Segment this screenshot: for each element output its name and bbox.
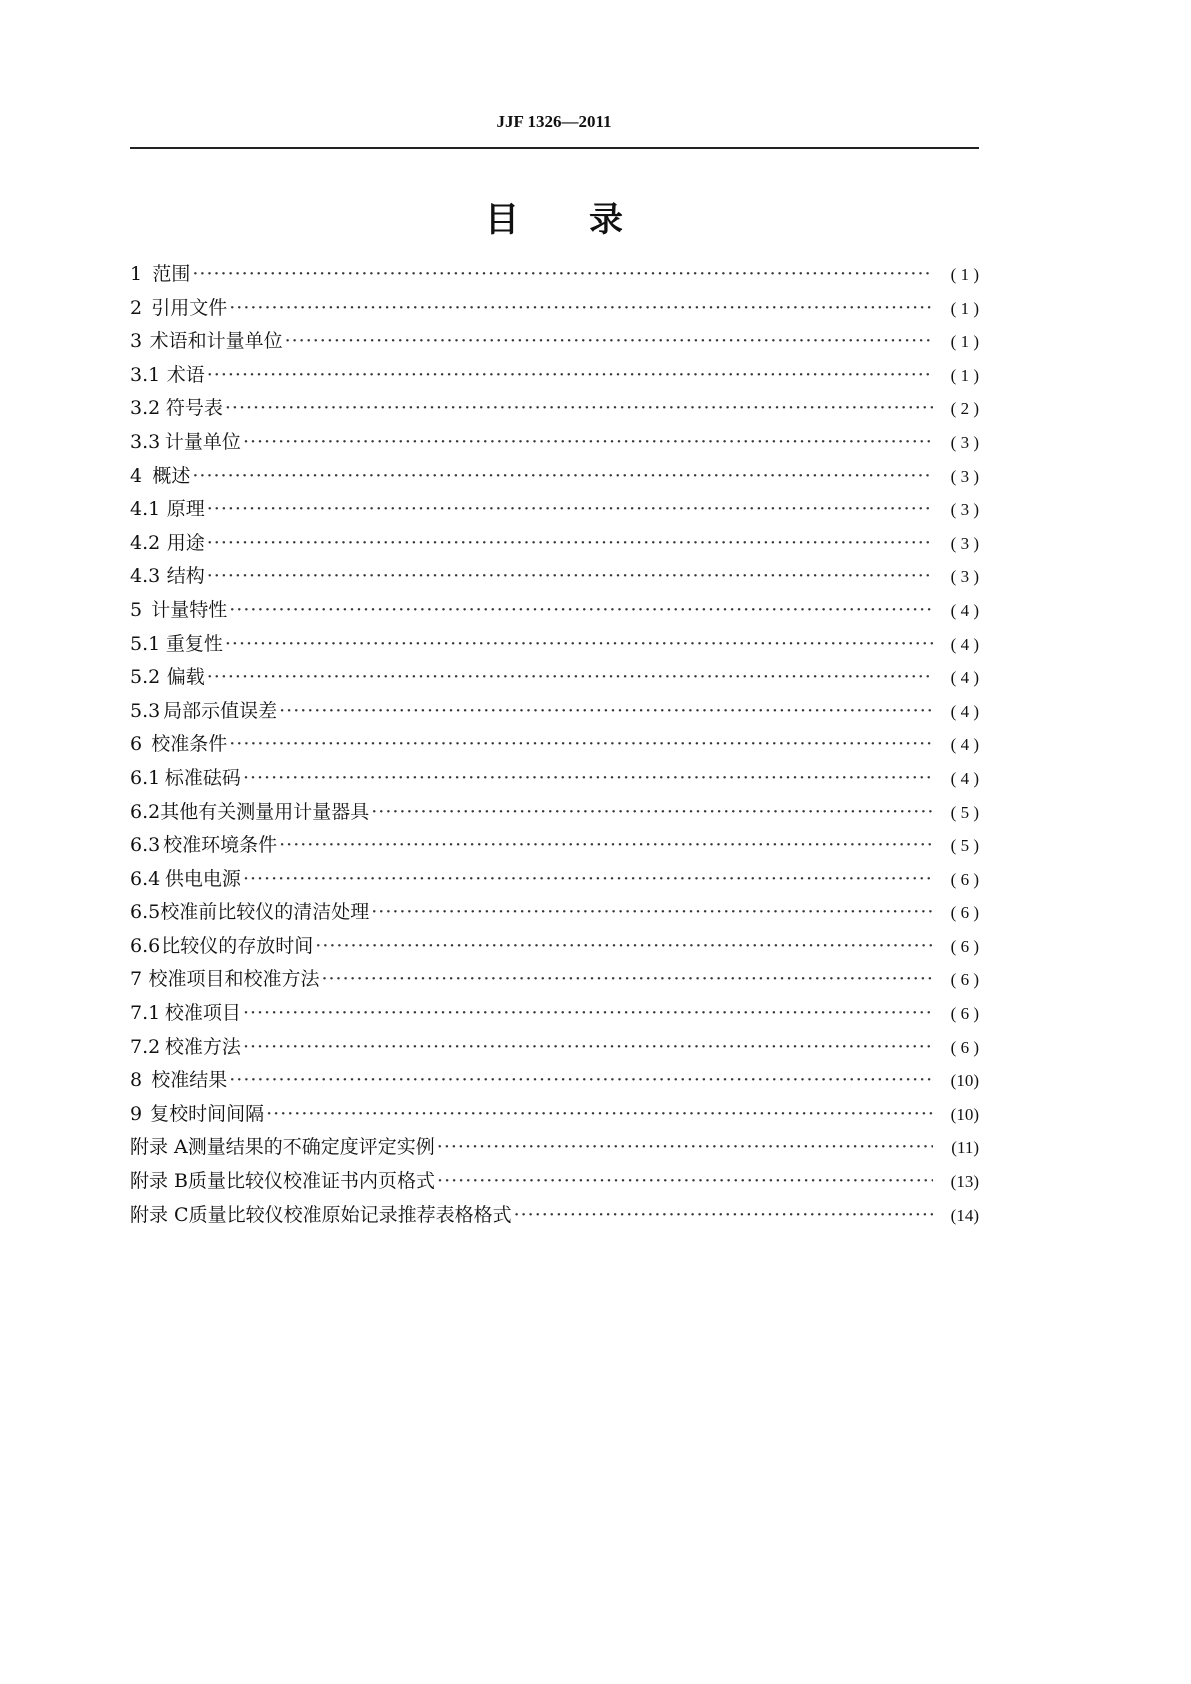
dot-leader: [229, 596, 933, 624]
document-code-header: JJF 1326—2011: [496, 112, 612, 131]
toc-entry-title: 比较仪的存放时间: [161, 934, 314, 957]
toc-entry-page: ( 1 ): [950, 265, 979, 284]
dot-leader: [243, 999, 933, 1027]
toc-entry[interactable]: [130, 1100, 979, 1134]
toc-entry-number: 6: [130, 733, 143, 756]
toc-entry[interactable]: [130, 965, 979, 999]
toc-entry-number: 6.4: [130, 867, 161, 890]
toc-entry-title: 范围: [152, 263, 191, 285]
toc-entry-number: 6.3: [130, 834, 161, 857]
dot-leader: [321, 965, 933, 993]
toc-entry-page: ( 6 ): [950, 936, 979, 956]
toc-entry-page: ( 6 ): [950, 869, 979, 889]
toc-entry[interactable]: [130, 663, 979, 697]
toc-entry[interactable]: [130, 1033, 979, 1067]
toc-entry-number: 3.3: [130, 430, 161, 453]
toc-entry-number: 4: [130, 464, 143, 487]
toc-entry[interactable]: [130, 697, 979, 731]
toc-entry-page: (10): [950, 1104, 979, 1124]
toc-entry-number: 7.1: [130, 1002, 161, 1025]
toc-entry-number: 7: [130, 968, 143, 991]
toc-entry[interactable]: [130, 1167, 979, 1201]
dot-leader: [207, 529, 933, 557]
dot-leader: [229, 1066, 933, 1094]
toc-entry[interactable]: [130, 630, 979, 664]
dot-leader: [229, 294, 933, 322]
toc-entry[interactable]: [130, 1066, 979, 1100]
toc-entry-title: 计量单位: [164, 430, 241, 453]
dot-leader: [225, 630, 933, 658]
toc-entry-title: 校准结果: [151, 1069, 228, 1092]
toc-entry-number: 4.1: [130, 498, 161, 521]
dot-leader: [371, 898, 933, 926]
toc-entry-title: 质量比较仪校准原始记录推荐表格格式: [188, 1203, 512, 1226]
title-char: 录: [589, 200, 623, 240]
toc-entry-title: 标准砝码: [164, 766, 241, 789]
toc-entry-number: 2: [130, 296, 143, 319]
toc-entry[interactable]: [130, 562, 979, 596]
dot-leader: [207, 663, 933, 691]
toc-entry[interactable]: [130, 260, 979, 294]
toc-entry[interactable]: [130, 596, 979, 630]
toc-entry-page: ( 5 ): [950, 836, 979, 856]
dot-leader: [207, 495, 933, 523]
toc-entry-page: ( 3 ): [950, 500, 979, 520]
title-char: 目: [485, 200, 519, 240]
toc-entry-title: 引用文件: [151, 296, 228, 319]
dot-leader: [243, 865, 933, 893]
toc-entry[interactable]: [130, 1133, 979, 1167]
toc-entry[interactable]: [130, 865, 979, 899]
toc-entry-title: 局部示值误差: [163, 699, 278, 722]
toc-entry-number: 5.3: [130, 699, 161, 722]
toc-entry-page: ( 4 ): [950, 735, 979, 755]
toc-entry-title: 复校时间间隔: [150, 1102, 265, 1125]
toc-entry-number: 3.1: [130, 363, 161, 386]
toc-entry-title: 其他有关测量用计量器具: [160, 800, 370, 823]
toc-entry-page: ( 2 ): [950, 399, 979, 419]
toc-entry[interactable]: [130, 898, 979, 932]
toc-entry-number: 8: [130, 1069, 143, 1092]
toc-entry-page: ( 6 ): [950, 1004, 979, 1024]
toc-entry-page: (14): [950, 1205, 979, 1225]
toc-entry-page: ( 4 ): [950, 768, 979, 788]
toc-entry[interactable]: [130, 529, 979, 563]
toc-entry-title: 质量比较仪校准证书内页格式: [188, 1170, 436, 1193]
dot-leader: [371, 798, 933, 826]
toc-entry-page: ( 3 ): [950, 466, 979, 486]
dot-leader: [207, 361, 933, 389]
toc-entry[interactable]: [130, 327, 979, 361]
toc-entry-title: 术语: [166, 363, 205, 386]
dot-leader: [266, 1100, 933, 1128]
toc-entry[interactable]: [130, 294, 979, 328]
toc-entry-title: 测量结果的不确定度评定实例: [187, 1136, 435, 1159]
toc-entry[interactable]: [130, 462, 979, 496]
toc-entry-number: 6.6: [130, 934, 161, 957]
header-rule: [130, 147, 979, 149]
toc-entry-number: 1: [130, 263, 143, 285]
toc-entry-number: 9: [130, 1102, 143, 1125]
toc-entry-number: 3.2: [130, 397, 161, 420]
toc-entry[interactable]: [130, 764, 979, 798]
toc-entry-title: 校准条件: [151, 733, 228, 756]
page-title: [0, 192, 1108, 241]
toc-entry-page: ( 4 ): [950, 634, 979, 654]
toc-entry-page: ( 4 ): [950, 701, 979, 721]
toc-entry-page: ( 3 ): [950, 533, 979, 553]
table-of-contents: [130, 260, 979, 1234]
dot-leader: [229, 730, 933, 758]
toc-entry-number: 6.2: [130, 800, 161, 823]
dot-leader: [192, 462, 933, 490]
toc-entry-page: ( 1 ): [950, 365, 979, 385]
toc-entry-number: 5.1: [130, 632, 161, 655]
toc-entry-number: 附录 A: [130, 1136, 188, 1159]
dot-leader: [192, 260, 933, 288]
toc-entry[interactable]: [130, 798, 979, 832]
toc-entry-title: 校准环境条件: [163, 834, 278, 857]
dot-leader: [315, 932, 933, 960]
dot-leader: [243, 428, 933, 456]
toc-entry-title: 概述: [152, 464, 191, 487]
toc-entry-page: ( 6 ): [950, 903, 979, 923]
toc-entry-number: 7.2: [130, 1035, 161, 1058]
toc-entry[interactable]: [130, 730, 979, 764]
toc-entry-number: 5: [130, 598, 143, 621]
toc-entry-number: 4.2: [130, 531, 161, 554]
dot-leader: [285, 327, 933, 355]
toc-entry-page: (13): [950, 1172, 979, 1192]
toc-entry[interactable]: [130, 394, 979, 428]
toc-entry-title: 校准方法: [164, 1035, 241, 1058]
toc-entry-page: ( 1 ): [950, 332, 979, 352]
toc-entry-number: 附录 B: [130, 1170, 189, 1193]
toc-entry-page: ( 6 ): [950, 970, 979, 990]
toc-entry-page: (11): [951, 1138, 979, 1158]
toc-entry-number: 3: [130, 330, 143, 353]
dot-leader: [243, 764, 933, 792]
toc-entry-page: ( 6 ): [950, 1037, 979, 1057]
toc-entry-number: 4.3: [130, 565, 161, 588]
toc-entry-title: 偏载: [166, 666, 205, 689]
toc-entry-page: (10): [950, 1071, 979, 1091]
toc-entry-page: ( 3 ): [950, 432, 979, 452]
toc-entry-title: 校准项目: [164, 1002, 241, 1025]
dot-leader: [225, 394, 933, 422]
toc-entry-title: 校准前比较仪的清洁处理: [160, 901, 370, 924]
toc-entry-title: 校准项目和校准方法: [148, 968, 320, 991]
dot-leader: [437, 1133, 933, 1161]
toc-entry[interactable]: [130, 495, 979, 529]
toc-entry-title: 术语和计量单位: [149, 330, 283, 353]
toc-entry[interactable]: [130, 999, 979, 1033]
toc-entry[interactable]: [130, 831, 979, 865]
toc-entry-page: ( 4 ): [950, 668, 979, 688]
toc-entry-number: 6.5: [130, 901, 161, 924]
toc-entry-title: 原理: [166, 498, 205, 521]
toc-entry-number: 附录 C: [130, 1203, 189, 1226]
toc-entry-title: 供电电源: [164, 867, 241, 890]
toc-entry-title: 计量特性: [151, 598, 228, 621]
toc-entry[interactable]: [130, 1201, 979, 1235]
dot-leader: [279, 831, 933, 859]
toc-entry-page: ( 5 ): [950, 802, 979, 822]
toc-entry-page: ( 3 ): [950, 567, 979, 587]
toc-entry[interactable]: [130, 932, 979, 966]
toc-entry-number: 6.1: [130, 766, 161, 789]
toc-entry[interactable]: [130, 361, 979, 395]
dot-leader: [514, 1201, 933, 1229]
toc-entry-number: 5.2: [130, 666, 161, 689]
toc-entry[interactable]: [130, 428, 979, 462]
dot-leader: [279, 697, 933, 725]
toc-entry-page: ( 4 ): [950, 600, 979, 620]
toc-entry-title: 结构: [166, 565, 205, 588]
toc-entry-title: 符号表: [165, 397, 223, 420]
dot-leader: [437, 1167, 933, 1195]
toc-entry-title: 重复性: [165, 632, 223, 655]
toc-entry-title: 用途: [166, 531, 205, 554]
dot-leader: [243, 1033, 933, 1061]
toc-entry-page: ( 1 ): [950, 298, 979, 318]
dot-leader: [207, 562, 933, 590]
